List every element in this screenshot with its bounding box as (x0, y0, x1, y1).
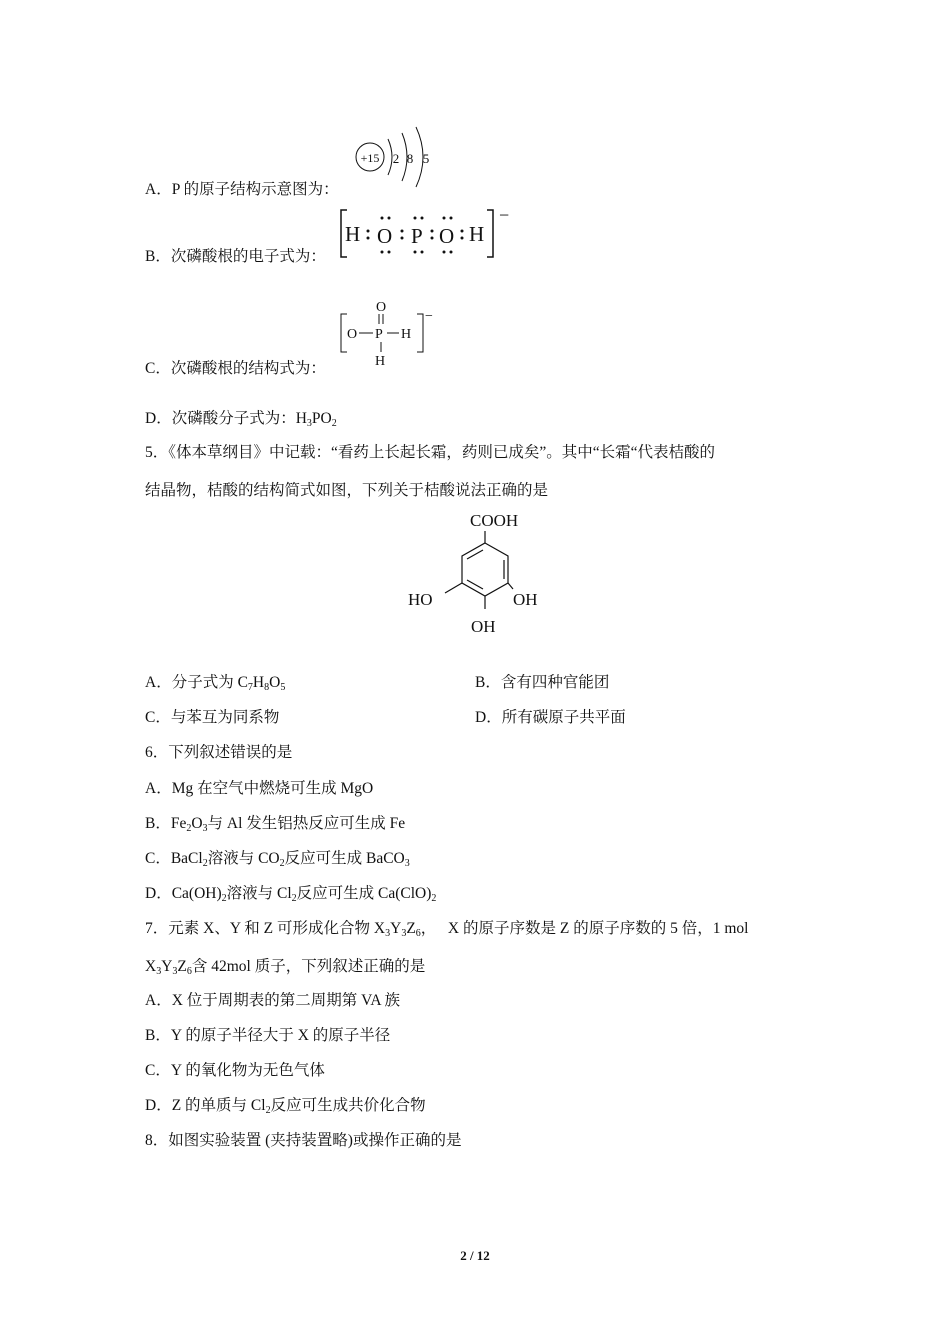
molecule-group-bottom: OH (471, 617, 496, 636)
lewis-atom-h2: H (469, 222, 485, 246)
benzene-ring (462, 543, 508, 596)
shell-electrons-2: 8 (406, 151, 414, 166)
q4-option-c: C．次磷酸根的结构式为： (145, 360, 326, 377)
q5-stem-line-2: 结晶物，桔酸的结构简式如图，下列关于桔酸说法正确的是 (145, 482, 549, 499)
page-number: 2 / 12 (460, 1248, 490, 1263)
q6-option-b: B．$Fe_2O_3$与 Al 发生铝热反应可生成 Fe (145, 815, 406, 834)
molecule-group-top: COOH (470, 511, 519, 530)
lewis-atom-h1: H (345, 222, 361, 246)
shell-arc-1 (388, 139, 392, 175)
q5-option-c: C．与苯互为同系物 (145, 709, 280, 726)
q5-option-a: A．分子式为 $C_7H_8O_5$ (145, 674, 286, 693)
q4-option-a: A．P 的原子结构示意图为： (145, 181, 339, 198)
structure-atom-p: P (375, 327, 383, 342)
q7-option-d: D．Z 的单质与 $Cl_2$反应可生成共价化合物 (145, 1097, 426, 1116)
structure-atom-h-bottom: H (375, 354, 386, 369)
right-bracket (487, 210, 493, 257)
q7-stem-line-1: 7．元素 X、Y 和 Z 可形成化合物 $X_3Y_3Z_6$， X 的原子序数是 Z 的原子序数的 5 倍，1 mol (145, 920, 749, 939)
q6-option-c: C．BaCl$_2$溶液与 $CO_2$反应可生成 BaCO$_3$ (145, 850, 410, 869)
lewis-atom-p: P (411, 224, 423, 248)
q7-stem-line-2: $X_3Y_3Z_6$含 42mol 质子，下列叙述正确的是 (145, 958, 426, 977)
structure-atom-o-left: O (347, 327, 358, 342)
q7-option-a: A．X 位于周期表的第二周期第 VA 族 (145, 992, 401, 1009)
phosphorus-atom-diagram (350, 125, 440, 190)
q7-option-c: C．Y 的氧化物为无色气体 (145, 1062, 325, 1079)
q6-option-a: A．Mg 在空气中燃烧可生成 MgO (145, 780, 374, 797)
q5-stem-line-1: 5．《体本草纲目》中记载：“看药上长起长霜，药则已成矣”。其中“长霜“代表桔酸的 (145, 444, 716, 461)
q4-option-d: D．次磷酸分子式为：$H_3PO_2$ (145, 410, 337, 429)
q6-stem: 6．下列叙述错误的是 (145, 744, 293, 761)
molecule-group-right: OH (513, 590, 538, 609)
q8-stem: 8．如图实验装置 (夹持装置略)或操作正确的是 (145, 1132, 462, 1149)
gallic-acid-structure (400, 505, 560, 640)
lewis-atom-o1: O (377, 224, 393, 248)
hypophosphite-structure (335, 296, 445, 371)
q5-option-d: D．所有碳原子共平面 (475, 709, 626, 726)
structure-charge: − (425, 309, 433, 324)
lewis-atom-o2: O (439, 224, 455, 248)
lewis-structure (335, 205, 520, 265)
shell-electrons-1: 2 (392, 151, 400, 166)
structure-atom-o-top: O (376, 300, 387, 315)
q4-option-b: B．次磷酸根的电子式为： (145, 248, 326, 265)
right-bracket (417, 314, 423, 352)
shell-electrons-3: 5 (422, 151, 430, 166)
q5-option-b: B．含有四种官能团 (475, 674, 610, 691)
structure-atom-h-right: H (401, 327, 412, 342)
q7-option-b: B．Y 的原子半径大于 X 的原子半径 (145, 1027, 391, 1044)
q6-option-d: D．$Ca(OH)_2$溶液与 $Cl_2$反应可生成 $Ca(ClO)_2$ (145, 885, 437, 904)
nucleus-charge: +15 (360, 151, 380, 165)
molecule-group-left: HO (408, 590, 433, 609)
lewis-charge: − (499, 205, 510, 225)
